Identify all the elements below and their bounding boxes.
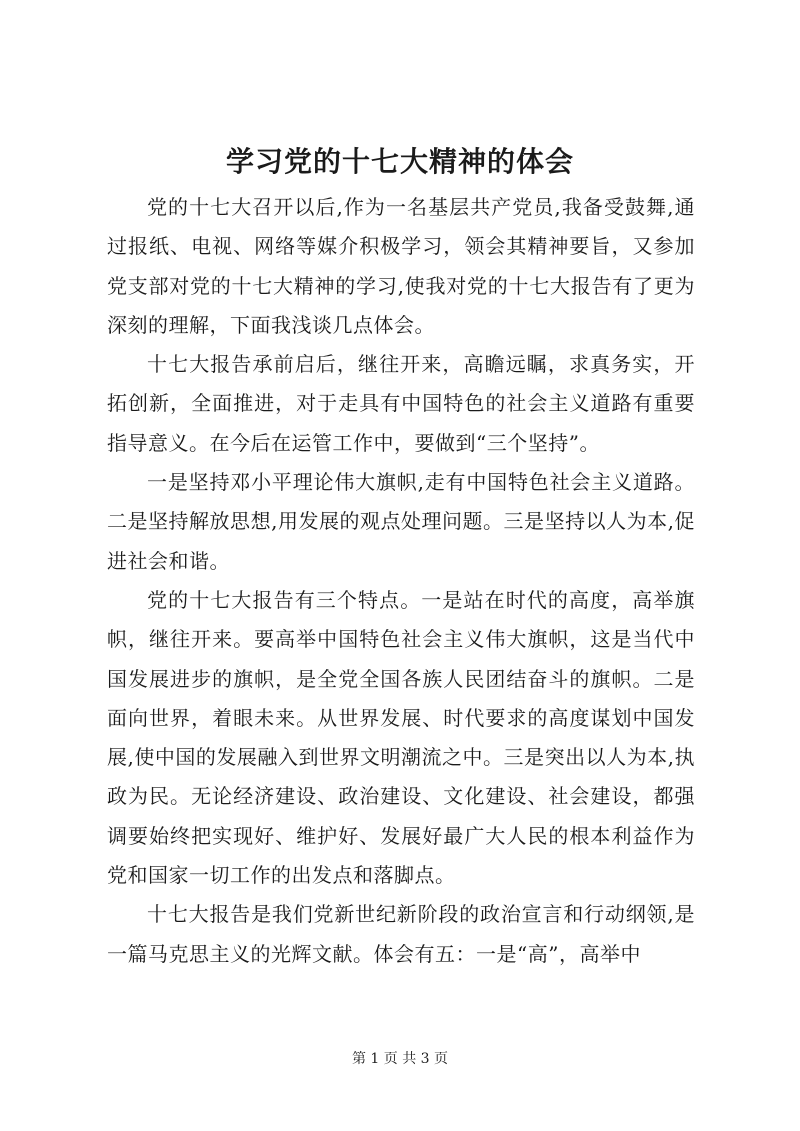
paragraph-3: 一是坚持邓小平理论伟大旗帜,走有中国特色社会主义道路。二是坚持解放思想,用发展的观点处理问题。三是坚持以人为本,促进社会和谐。 [107,470,695,573]
page-number-label: 第 1 页 共 3 页 [351,1051,449,1067]
paragraph-1: 党的十七大召开以后,作为一名基层共产党员,我备受鼓舞,通过报纸、电视、网络等媒介积极学习，领会其精神要旨，又参加党支部对党的十七大精神的学习,使我对党的十七大报告有了更为深刻的理解，下面我浅谈几点体会。 [107,195,695,337]
paragraph-2: 十七大报告承前启后，继往开来，高瞻远瞩，求真务实，开拓创新，全面推进，对于走具有中国特色的社会主义道路有重要指导意义。在今后在运管工作中，要做到“三个坚持”。 [107,352,695,455]
document-title: 学习党的十七大精神的体会 [225,145,574,178]
paragraph-5: 十七大报告是我们党新世纪新阶段的政治宣言和行动纲领,是一篇马克思主义的光辉文献。体会有五：一是“高”，高举中 [107,902,695,966]
document-body [107,188,695,974]
paragraph-4: 党的十七大报告有三个特点。一是站在时代的高度，高举旗帜，继往开来。要高举中国特色社会主义伟大旗帜，这是当代中国发展进步的旗帜，是全党全国各族人民团结奋斗的旗帜。二是面向世界，着眼未来。从世界发展、时代要求的高度谋划中国发展,使中国的发展融入到世界文明潮流之中。三是突出以人为本,执政为民。无论经济建设、政治建设、文化建设、社会建设，都强调要始终把实现好、维护好、发展好最广大人民的根本利益作为党和国家一切工作的出发点和落脚点。 [107,587,695,888]
page-footer [0,1048,800,1068]
